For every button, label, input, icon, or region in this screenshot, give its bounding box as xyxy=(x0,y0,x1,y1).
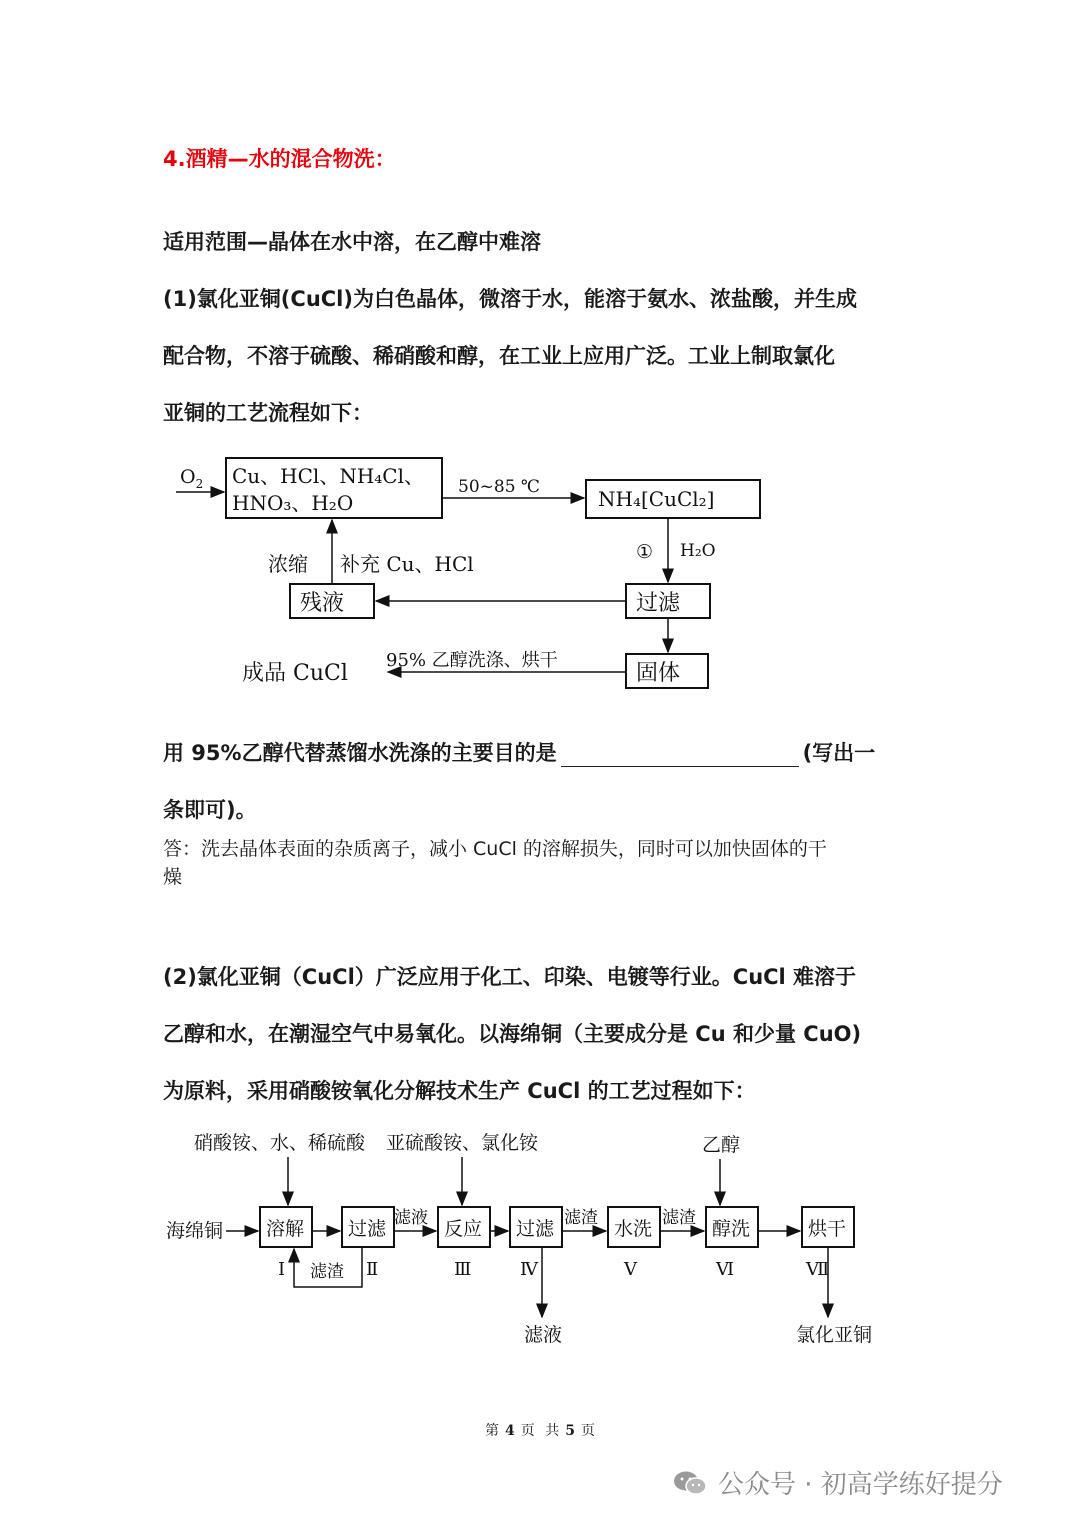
q1-line-2: 配合物，不溶于硫酸、稀硝酸和醇，在工业上应用广泛。工业上制取氯化 xyxy=(163,344,835,368)
step-5-numeral: Ⅴ xyxy=(624,1259,637,1280)
input-label-3: 乙醇 xyxy=(702,1134,741,1156)
q2-line-1: (2)氯化亚铜（CuCl）广泛应用于化工、印染、电镀等行业。CuCl 难溶于 xyxy=(163,965,857,989)
filter-label: 过滤 xyxy=(636,591,681,616)
watermark: 公众号 · 初高学练好提分 xyxy=(672,1464,1003,1501)
box-dissolve-label: 溶解 xyxy=(266,1218,305,1240)
output-product-label: 氯化亚铜 xyxy=(796,1324,873,1346)
answer-line-1: 答：洗去晶体表面的杂质离子，减小 CuCl 的溶解损失，同时可以加快固体的干 xyxy=(163,838,827,860)
reactants-line-1: Cu、HCl、NH₄Cl、 xyxy=(232,464,424,488)
box-alcohol-wash-label: 醇洗 xyxy=(712,1218,751,1240)
q1-question-line: 用 95%乙醇代替蒸馏水洗涤的主要目的是 (写出一 xyxy=(163,741,876,765)
q1-line-3: 亚铜的工艺流程如下： xyxy=(163,401,373,425)
step-6-numeral: Ⅵ xyxy=(716,1259,735,1280)
scope-line: 适用范围—晶体在水中溶，在乙醇中难溶 xyxy=(163,230,541,254)
residue-label-2: 滤渣 xyxy=(662,1208,696,1228)
water-label: H₂O xyxy=(680,541,716,561)
box-dry-label: 烘干 xyxy=(808,1218,847,1240)
step-3-numeral: Ⅲ xyxy=(454,1259,472,1280)
reactants-line-2: HNO₃、H₂O xyxy=(232,491,354,515)
temperature-label: 50~85 ℃ xyxy=(458,477,540,497)
q2-line-2: 乙醇和水，在潮湿空气中易氧化。以海绵铜（主要成分是 Cu 和少量 CuO) xyxy=(163,1022,862,1046)
box-react-label: 反应 xyxy=(444,1218,483,1240)
raw-material-label: 海绵铜 xyxy=(166,1220,224,1242)
step-4-numeral: Ⅳ xyxy=(520,1259,538,1280)
flow-diagram-2 xyxy=(160,1125,880,1355)
product-label: NH₄[CuCl₂] xyxy=(598,487,715,511)
solid-label: 固体 xyxy=(636,661,681,686)
box-filter-1-label: 过滤 xyxy=(348,1218,387,1240)
section-heading: 4.酒精—水的混合物洗： xyxy=(163,147,396,171)
supplement-label: 补充 Cu、HCl xyxy=(340,552,474,576)
step-7-numeral: Ⅶ xyxy=(806,1259,830,1280)
q1-line-1: (1)氯化亚铜(CuCl)为白色晶体，微溶于水，能溶于氨水、浓盐酸，并生成 xyxy=(163,287,857,311)
box-filter-2-label: 过滤 xyxy=(516,1218,555,1240)
residue-label: 残液 xyxy=(300,591,345,616)
step-circle-label: ① xyxy=(636,541,654,563)
q2-line-3: 为原料，采用硝酸铵氧化分解技术生产 CuCl 的工艺过程如下： xyxy=(163,1079,756,1103)
answer-line-2: 燥 xyxy=(163,866,183,888)
wechat-icon xyxy=(672,1470,708,1496)
q1-question-end: 条即可)。 xyxy=(163,798,257,822)
o2-label: $O_2$ xyxy=(180,466,204,491)
residue-back-label: 滤渣 xyxy=(310,1262,344,1282)
output-filtrate-label: 滤液 xyxy=(524,1324,563,1346)
wash-label: 95% 乙醇洗涤、烘干 xyxy=(386,650,558,671)
residue-label-1: 滤渣 xyxy=(564,1208,598,1228)
final-product-label: 成品 CuCl xyxy=(242,661,348,686)
step-1-numeral: Ⅰ xyxy=(278,1259,286,1280)
concentrate-label: 浓缩 xyxy=(268,552,308,576)
step-2-numeral: Ⅱ xyxy=(366,1259,379,1280)
input-label-1: 硝酸铵、水、稀硫酸 xyxy=(194,1132,366,1154)
flow-diagram-1 xyxy=(170,452,790,697)
filtrate-label: 滤液 xyxy=(394,1208,428,1228)
input-label-2: 亚硫酸铵、氯化铵 xyxy=(386,1132,539,1154)
box-water-wash-label: 水洗 xyxy=(614,1218,653,1240)
answer-blank xyxy=(561,746,799,767)
page-footer: 第 4 页 共 5 页 xyxy=(485,1423,595,1439)
